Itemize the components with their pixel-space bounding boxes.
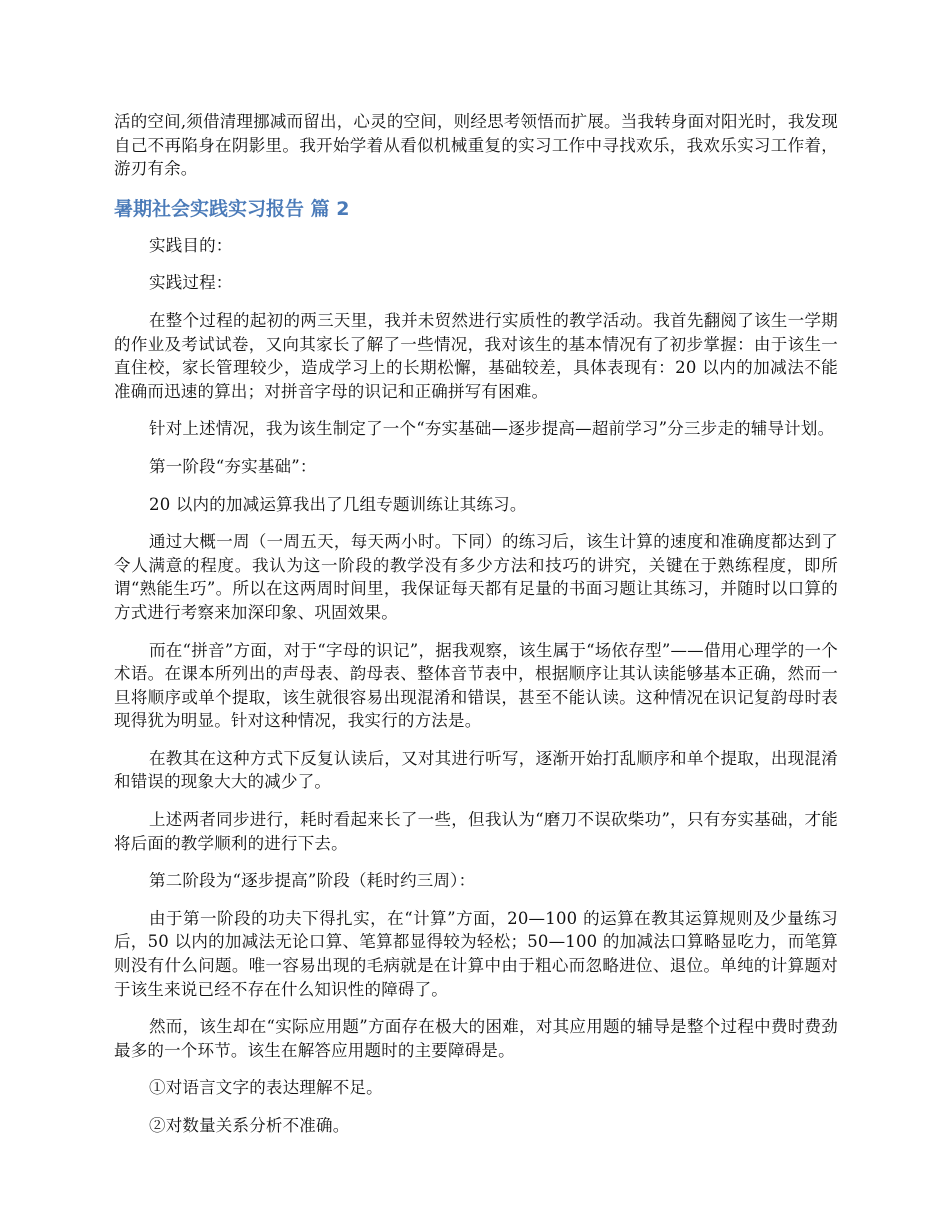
paragraph-dictation: 在教其在这种方式下反复认读后，又对其进行听写，逐渐开始打乱顺序和单个提取，出现混淆和错误的现象大大的减少了。	[114, 748, 838, 792]
paragraph-practice-process: 实践过程：	[149, 273, 233, 293]
paragraph-stage-one-drills: 20 以内的加减运算我出了几组专题训练让其练习。	[149, 494, 527, 514]
intro-paragraph: 活的空间,须借清理挪减而留出，心灵的空间，则经思考领悟而扩展。当我转身面对阳光时，我发现自己不再陷身在阴影里。我开始学着从看似机械重复的实习工作中寻找欢乐，我欢乐实习工作着，游刃有余。	[114, 112, 838, 179]
paragraph-initial-days: 在整个过程的起初的两三天里，我并未贸然进行实质性的教学活动。我首先翻阅了该生一学期的作业及考试试卷，又向其家长了解了一些情况，我对该生的基本情况有了初步掌握：由于该生一直住校，家长管理较少，造成学习上的长期松懈，基础较差，具体表现有：20 以内的加减法不能准确而迅速的算出；对拼音字母的识记和正确拼写有困难。	[114, 310, 838, 401]
paragraph-obstacle-2: ②对数量关系分析不准确。	[149, 1116, 350, 1135]
paragraph-pinyin: 而在“拼音”方面，对于“字母的识记”，据我观察，该生属于“场依存型”——借用心理学的一个术语。在课本所列出的声母表、韵母表、整体音节表中，根据顺序让其认读能够基本正确，然而一旦将顺序或单个提取，该生就很容易出现混淆和错误，甚至不能认读。这种情况在识记复韵母时表现得犹为明显。针对这种情况，我实行的方法是。	[114, 640, 838, 731]
paragraph-stage-two-calc: 由于第一阶段的功夫下得扎实，在“计算”方面，20—100 的运算在教其运算规则及少量练习后，50 以内的加减法无论口算、笔算都显得较为轻松；50—100 的加减法口算略显吃力，而笔算则没有什么问题。唯一容易出现的毛病就是在计算中由于粗心而忽略进位、退位。单纯的计算题对于该生来说已经不存在什么知识性的障碍了。	[114, 908, 838, 999]
paragraph-stage-one-title: 第一阶段“夯实基础”：	[149, 456, 317, 476]
paragraph-stage-two-title: 第二阶段为“逐步提高”阶段（耗时约三周）：	[149, 871, 476, 891]
paragraph-stage-one-result: 通过大概一周（一周五天，每天两小时。下同）的练习后，该生计算的速度和准确度都达到了令人满意的程度。我认为这一阶段的教学没有多少方法和技巧的讲究，关键在于熟练程度，即所谓“熟能生巧”。所以在这两周时间里，我保证每天都有足量的书面习题让其练习，并随时以口算的方式进行考察来加深印象、巩固效果。	[114, 532, 838, 622]
paragraph-tutoring-plan: 针对上述情况，我为该生制定了一个“夯实基础—逐步提高—超前学习”分三步走的辅导计划。	[149, 419, 835, 439]
paragraph-practice-purpose: 实践目的：	[149, 235, 233, 255]
paragraph-word-problems: 然而，该生却在“实际应用题”方面存在极大的困难，对其应用题的辅导是整个过程中费时费劲最多的一个环节。该生在解答应用题时的主要障碍是。	[114, 1017, 838, 1060]
section-heading: 暑期社会实践实习报告 篇 2	[114, 197, 350, 220]
paragraph-obstacle-1: ①对语言文字的表达理解不足。	[149, 1078, 383, 1098]
paragraph-sync-progress: 上述两者同步进行，耗时看起来长了一些，但我认为“磨刀不误砍柴功”，只有夯实基础，才能将后面的教学顺利的进行下去。	[114, 810, 838, 853]
document-page	[114, 110, 838, 1152]
